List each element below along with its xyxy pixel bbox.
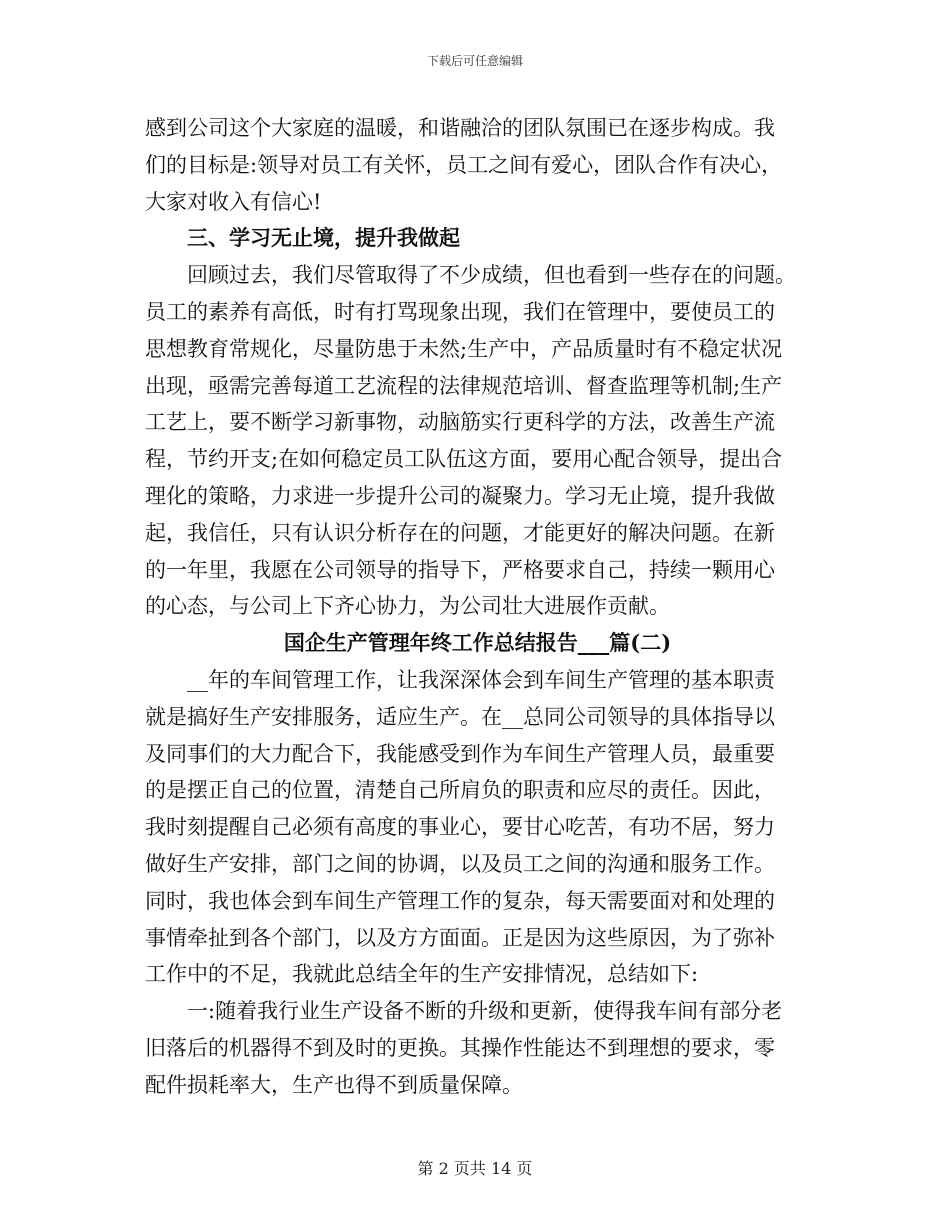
- paragraph-line: 大家对收入有信心!: [145, 189, 322, 214]
- paragraph-line: 旧落后的机器得不到及时的更换。其操作性能达不到理想的要求，零: [145, 1035, 775, 1060]
- page-number: 第 2 页共 14 页: [417, 1159, 533, 1178]
- paragraph-line: 程，节约开支;在如何稳定员工队伍这方面，要用心配合领导，提出合: [145, 447, 783, 472]
- paragraph-line: 的是摆正自己的位置，清楚自己所肩负的职责和应尽的责任。因此，: [145, 778, 775, 803]
- paragraph-line: 事情牵扯到各个部门，以及方方面面。正是因为这些原因，为了弥补: [145, 925, 775, 950]
- document-body: [145, 110, 810, 1104]
- paragraph-line: 起，我信任，只有认识分析存在的问题，才能更好的解决问题。在新: [145, 520, 775, 545]
- paragraph-line: 就是搞好生产安排服务，适应生产。在__总同公司领导的具体指导以: [145, 704, 775, 729]
- article-title: 国企生产管理年终工作总结报告___篇(二): [283, 630, 672, 656]
- paragraph-line: 员工的素养有高低，时有打骂现象出现，我们在管理中，要使员工的: [145, 299, 775, 324]
- header-note: 下载后可任意编辑: [426, 54, 523, 68]
- paragraph-line: 及同事们的大力配合下，我能感受到作为车间生产管理人员，最重要: [145, 741, 775, 766]
- paragraph-line: 配件损耗率大，生产也得不到质量保障。: [145, 1072, 523, 1097]
- paragraph-line: 们的目标是:领导对员工有关怀，员工之间有爱心，团队合作有决心，: [145, 152, 783, 177]
- paragraph-line: 同时，我也体会到车间生产管理工作的复杂，每天需要面对和处理的: [145, 888, 775, 913]
- paragraph-line: 的心态，与公司上下齐心协力，为公司壮大进展作贡献。: [145, 594, 670, 619]
- paragraph-line: __年的车间管理工作，让我深深体会到车间生产管理的基本职责: [187, 667, 775, 692]
- section-heading: 三、学习无止境，提升我做起: [187, 225, 460, 251]
- paragraph-line: 做好生产安排，部门之间的协调，以及员工之间的沟通和服务工作。: [145, 851, 775, 876]
- paragraph-line: 工艺上，要不断学习新事物，动脑筋实行更科学的方法，改善生产流: [145, 410, 775, 435]
- paragraph-line: 一:随着我行业生产设备不断的升级和更新，使得我车间有部分老: [187, 999, 783, 1024]
- paragraph-line: 出现，亟需完善每道工艺流程的法律规范培训、督查监理等机制;生产: [145, 373, 783, 398]
- paragraph-line: 的一年里，我愿在公司领导的指导下，严格要求自己，持续一颗用心: [145, 557, 775, 582]
- paragraph-line: 思想教育常规化，尽量防患于未然;生产中，产品质量时有不稳定状况: [145, 336, 783, 361]
- paragraph-line: 我时刻提醒自己必须有高度的事业心，要甘心吃苦，有功不居，努力: [145, 815, 775, 840]
- paragraph-line: 工作中的不足，我就此总结全年的生产安排情况，总结如下:: [145, 962, 699, 987]
- paragraph-line: 回顾过去，我们尽管取得了不少成绩，但也看到一些存在的问题。: [187, 263, 796, 288]
- paragraph-line: 理化的策略，力求进一步提升公司的凝聚力。学习无止境，提升我做: [145, 483, 775, 508]
- paragraph-line: 感到公司这个大家庭的温暖，和谐融洽的团队氛围已在逐步构成。我: [145, 116, 775, 140]
